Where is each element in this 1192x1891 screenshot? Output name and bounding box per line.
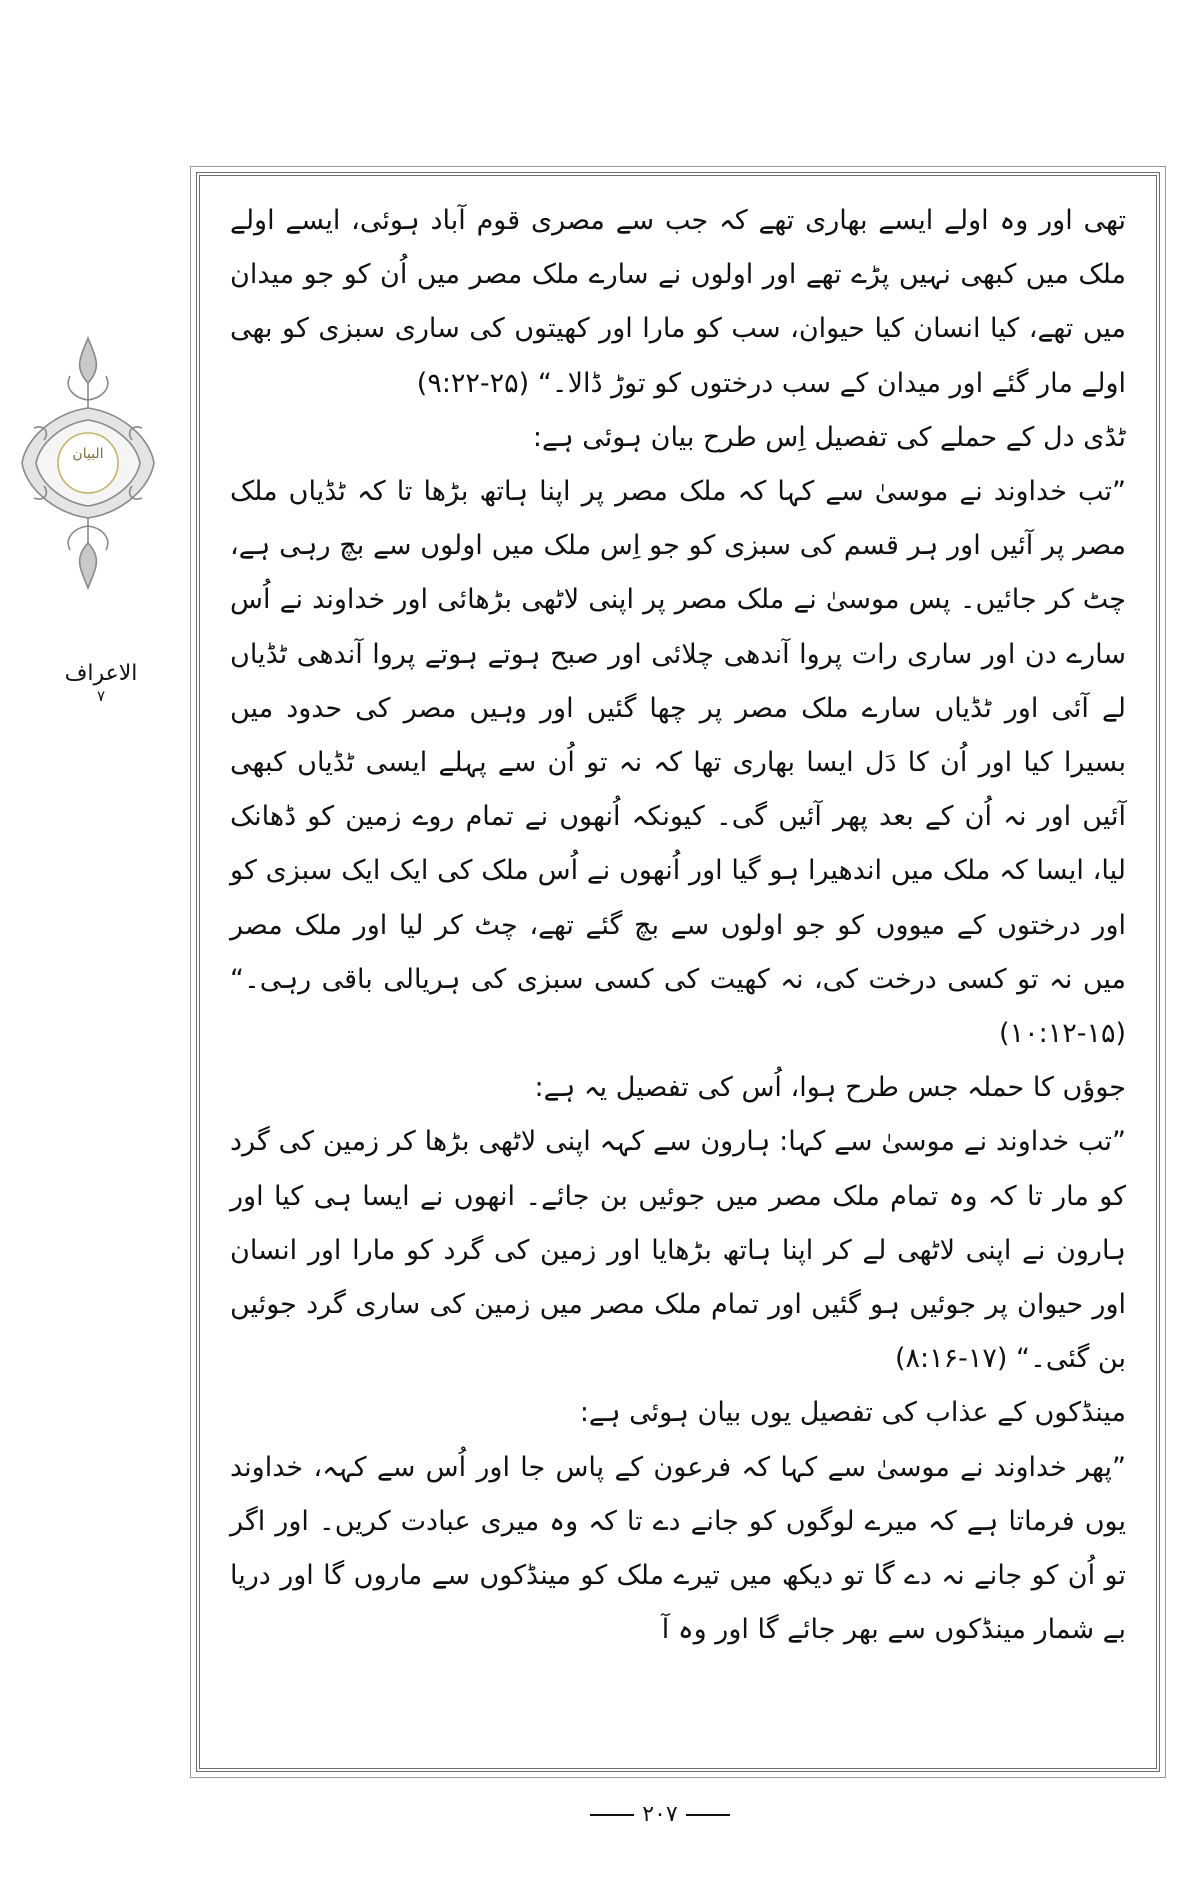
verse-reference: (۱۰:۱۲-۱۵): [999, 1018, 1126, 1050]
page-number-dash: [686, 1814, 730, 1816]
quote-hail-end: تھی اور وہ اولے ایسے بھاری تھے کہ جب سے مصری قوم آباد ہوئی، ایسے اولے ملک میں کبھی نہیں پڑے تھے اور اولوں نے سارے ملک مصر میں اُن کو جو میدان میں تھے، کیا انسان کیا حیوان، سب کو مارا اور کھیتوں کی ساری سبزی کو بھی اولے مار گئے اور میدان کے سب درختوں کو توڑ ڈالا۔“: [230, 205, 1126, 399]
verse-reference: (۹:۲۲-۲۵): [416, 367, 530, 399]
quote-locusts: ”تب خداوند نے موسیٰ سے کہا کہ ملک مصر پر اپنا ہاتھ بڑھا تا کہ ٹڈیاں ملک مصر پر آئیں اور ہر قسم کی سبزی کو جو اِس ملک میں اولوں سے بچ رہی ہے، چٹ کر جائیں۔ پس موسیٰ نے ملک مصر پر اپنی لاٹھی بڑھائی اور خداوند نے اُس سارے دن اور ساری رات پروا آندھی چلائی اور صبح ہوتے ہوتے پروا آندھی ٹڈیاں لے آئی اور ٹڈیاں سارے ملک مصر پر چھا گئیں اور وہیں مصر کی حدود میں بسیرا کیا اور اُن کا دَل ایسا بھاری تھا کہ نہ تو اُن سے پہلے ایسی ٹڈیاں کبھی آئیں اور نہ اُن کے بعد پھر آئیں گی۔ کیونکہ اُنھوں نے تمام روے زمین کو ڈھانک لیا، ایسا کہ ملک میں اندھیرا ہو گیا اور اُنھوں نے اُس ملک کی ایک ایک سبزی کو اور درختوں کے میووں کو جو اولوں سے بچ گئے تھے، چٹ کر لیا اور ملک مصر میں نہ تو کسی درخت کی، نہ کھیت کی کسی سبزی کی ہریالی باقی رہی۔“: [230, 476, 1126, 995]
page-number-dash: [590, 1814, 634, 1816]
paragraph: [230, 465, 1126, 1061]
quote-lice: ”تب خداوند نے موسیٰ سے کہا: ہارون سے کہہ اپنی لاٹھی بڑھا کر زمین کی گرد کو مار تا کہ وہ تمام ملک مصر میں جوئیں بن جائے۔ انھوں نے ایسا ہی کیا اور ہارون نے اپنی لاٹھی لے کر اپنا ہاتھ بڑھایا اور زمین کی گرد کو مارا اور انسان اور حیوان پر جوئیں ہو گئیں اور تمام ملک مصر میں زمین کی ساری گرد جوئیں بن گئی۔“: [230, 1126, 1126, 1375]
ornament-title: البیان: [72, 446, 104, 462]
section-heading-frogs: مینڈکوں کے عذاب کی تفصیل یوں بیان ہوئی ہے:: [579, 1397, 1126, 1429]
quote-frogs: ”پھر خداوند نے موسیٰ سے کہا کہ فرعون کے پاس جا اور اُس سے کہہ، خداوند یوں فرماتا ہے کہ میرے لوگوں کو جانے دے تا کہ وہ میری عبادت کریں۔ اور اگر تو اُن کو جانے نہ دے گا تو دیکھ میں تیرے ملک کو مینڈکوں سے ماروں گا اور دریا بے شمار مینڈکوں سے بھر جائے گا اور وہ آ: [230, 1451, 1126, 1646]
page-number: [560, 1800, 760, 1830]
page-number-text: ۲۰۷: [642, 1802, 678, 1827]
paragraph: [230, 194, 1126, 411]
verse-reference: (۸:۱۶-۱۷): [894, 1343, 1008, 1375]
section-heading-lice: جوؤں کا حملہ جس طرح ہوا، اُس کی تفصیل یہ ہے:: [534, 1072, 1126, 1104]
surah-name: الاعراف: [64, 661, 138, 686]
paragraph: [230, 1115, 1126, 1386]
paragraph: [230, 1441, 1126, 1658]
text-frame: [196, 172, 1160, 1772]
margin-ornament: [14, 328, 162, 598]
page-body: [230, 194, 1126, 1657]
surah-number: ۷: [96, 687, 106, 705]
surah-label: [46, 660, 156, 704]
ornament-medallion-icon: [14, 328, 162, 598]
section-heading-locusts: ٹڈی دل کے حملے کی تفصیل اِس طرح بیان ہوئی ہے:: [532, 421, 1126, 453]
